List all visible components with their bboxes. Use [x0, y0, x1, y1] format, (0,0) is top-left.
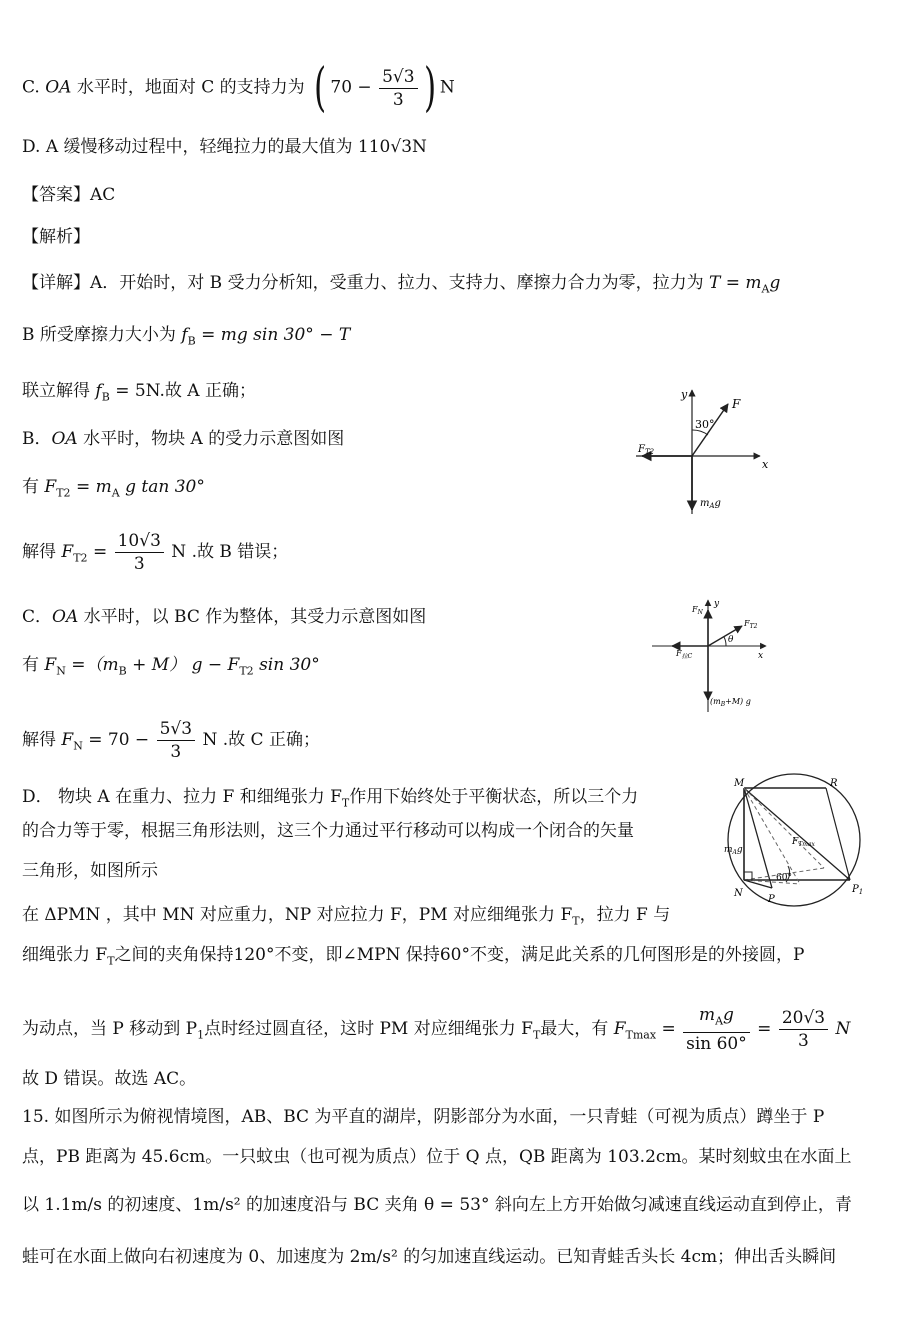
angle-label: 30° [695, 418, 715, 431]
circle-vector-diagram [710, 768, 880, 918]
detail-d-line1: D． 物块 A 在重力、拉力 F 和细绳张力 $F_T$作用下始终处于平衡状态，所以三个力 [22, 787, 639, 810]
svg-text:y: y [714, 599, 720, 609]
detail-d-line4: 在 ΔPMN ，其中 MN 对应重力，NP 对应拉力 F，PM 对应细绳张力 $F_T$，拉力 F 与 [22, 905, 671, 928]
detail-b-solve: 解得 $F_{T2}$ = $\frac{10√3}{3}$ N .故 B 错误； [22, 531, 289, 574]
q15-line3: 以 1.1m/s 的初速度、1m/s² 的加速度沿与 BC 夹角 θ = 53° 斜向左上方开始做匀减速直线运动直到停止，青 [22, 1195, 852, 1215]
fraction: $\frac{5√3}{3}$ [379, 66, 417, 111]
detail-c-formula: 有 $F_N =(m_B + M) g - F_{T2}$ sin 30° [22, 655, 320, 678]
detail-d-line3: 三角形，如图所示 [22, 861, 158, 881]
option-c: C. OA 水平时，地面对 C 的支持力为 ( 70 − $\frac{5√3}{3}$ ) N [22, 58, 455, 118]
force-diagram-bc [648, 596, 774, 716]
theta-label: θ [728, 635, 734, 645]
point-m-label: M [734, 778, 745, 789]
detail-d-line6: 为动点，当 P 移动到 $P_1$点时经过圆直径，这时 PM 对应细绳张力 $F_T$最大，有 $F_{Tmax}$ = $\frac{m_Ag}{\sin 60^\circ}$ = $\frac{20√3}{3}$ N [22, 1005, 851, 1055]
option-d: D. A 缓慢移动过程中，轻绳拉力的最大值为 110√3N [22, 137, 427, 157]
detail-c-solve: 解得 $F_N = 70$ − $\frac{5√3}{3}$ N .故 C 正确； [22, 719, 320, 762]
force-f-label: F [732, 397, 741, 411]
q15-line2: 点，PB 距离为 45.6cm。一只蚊虫（也可视为质点）位于 Q 点，QB 距离为 103.2cm。某时刻蚊虫在水面上 [22, 1147, 852, 1167]
fraction: $\frac{m_Ag}{\sin 60^\circ}$ [683, 1004, 750, 1055]
force-ft2-label: $F_{T2}$ [638, 444, 655, 456]
detail-fb: B 所受摩擦力大小为 $f_B$ = mg sin 30° − T [22, 325, 351, 348]
fraction: $\frac{20√3}{3}$ [779, 1007, 828, 1052]
detail-d-line2: 的合力等于零，根据三角形法则，这三个力通过平行移动可以构成一个闭合的矢量 [22, 821, 634, 841]
force-diagram-a [628, 384, 778, 520]
detail-a: 【详解】A．开始时，对 B 受力分析知，受重力、拉力、支持力、摩擦力合力为零，拉力为 $T = m_Ag$ [22, 273, 781, 296]
q15-line1: 15. 如图所示为俯视情境图，AB、BC 为平直的湖岸，阴影部分为水面，一只青蛙（可视为质点）蹲坐于 P [22, 1107, 825, 1127]
fraction: $\frac{10√3}{3}$ [115, 530, 164, 575]
fjc-label: $F_{拉C}$ [676, 649, 693, 660]
weight-label: $m_Ag$ [700, 498, 721, 510]
detail-d-line5: 细绳张力 $F_T$之间的夹角保持120°不变，即∠MPN 保持60°不变，满足此关系的几何图形是的外接圆，P [22, 945, 805, 968]
point-p-label: P [768, 894, 775, 905]
q15-line4: 蛙可在水面上做向右初速度为 0、加速度为 2m/s² 的匀加速直线运动。已知青蛙舌头长 4cm；伸出舌头瞬间 [22, 1247, 837, 1267]
ft2-label: $F_{T2}$ [744, 619, 758, 630]
answer: 【答案】AC [22, 185, 116, 205]
analysis-label: 【解析】 [22, 227, 90, 247]
axis-y-label: y [681, 388, 688, 401]
ftmax-label: $F_{Tmax}$ [792, 837, 815, 848]
detail-b: B．OA 水平时，物块 A 的受力示意图如图 [22, 429, 345, 449]
axis-x-label: x [762, 458, 769, 471]
fn-label: $F_N$ [692, 605, 703, 616]
svg-text:x: x [758, 651, 764, 661]
point-r-label: R [830, 778, 838, 789]
fraction: $\frac{5√3}{3}$ [157, 718, 195, 763]
point-n-label: N [734, 888, 743, 899]
angle-60-label: 60° [776, 873, 792, 883]
point-p1-label: $P_1$ [852, 884, 864, 896]
mag-label: $m_Ag$ [724, 845, 743, 856]
detail-b-formula: 有 $F_{T2} = m_A$ g tan 30° [22, 477, 205, 500]
detail-c: C．OA 水平时，以 BC 作为整体，其受力示意图如图 [22, 607, 427, 627]
mg-label: $(m_B+M)$ g [710, 697, 751, 708]
detail-solve-a: 联立解得 $f_B = 5N$.故 A 正确； [22, 381, 256, 404]
detail-d-end: 故 D 错误。故选 AC。 [22, 1069, 197, 1089]
